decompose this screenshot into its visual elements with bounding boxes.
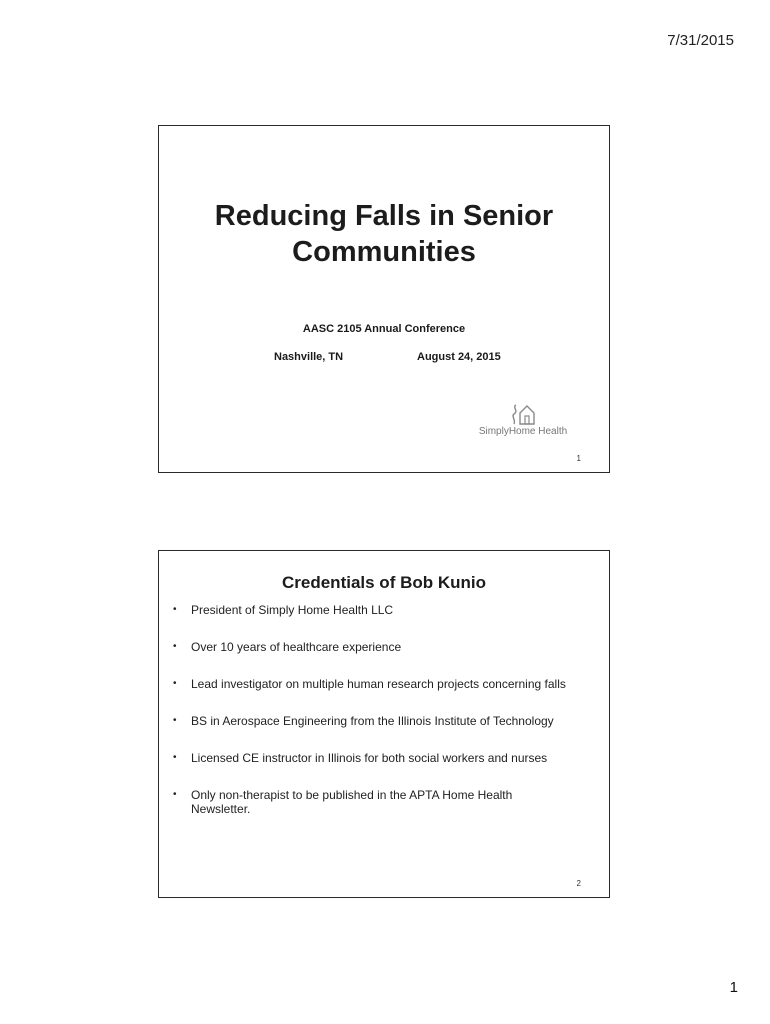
- conference-date: August 24, 2015: [417, 351, 501, 363]
- slide-title: Credentials of Bob Kunio: [282, 573, 486, 592]
- simplyhome-logo: [477, 402, 569, 437]
- bullet-icon: •: [173, 641, 177, 652]
- slide-2: [158, 550, 610, 898]
- list-item: [173, 751, 593, 788]
- list-item: [173, 714, 593, 751]
- bullet-icon: •: [173, 752, 177, 763]
- list-item-text: Only non-therapist to be published in the APTA Home Health Newsletter.: [191, 788, 513, 816]
- list-item: [173, 677, 593, 714]
- conference-name: AASC 2105 Annual Conference: [302, 323, 466, 335]
- list-item: [173, 640, 593, 677]
- slide-number: 1: [576, 454, 581, 463]
- list-item-text: Lead investigator on multiple human research projects concerning falls: [191, 677, 566, 691]
- bullet-icon: •: [173, 678, 177, 689]
- conference-location: Nashville, TN: [274, 351, 344, 363]
- list-item-text: Over 10 years of healthcare experience: [191, 640, 402, 654]
- list-item-text: President of Simply Home Health LLC: [191, 603, 394, 617]
- bullet-icon: •: [173, 789, 177, 800]
- slide-number: 2: [576, 879, 581, 888]
- bullet-icon: •: [173, 715, 177, 726]
- house-logo-icon: [510, 402, 536, 426]
- logo-text: SimplyHome Health: [478, 426, 568, 437]
- list-item-text: Licensed CE instructor in Illinois for both social workers and nurses: [191, 751, 548, 765]
- list-item: [173, 603, 593, 640]
- list-item-text: BS in Aerospace Engineering from the Illinois Institute of Technology: [191, 714, 554, 728]
- list-item: [173, 788, 593, 816]
- bullet-icon: •: [173, 604, 177, 615]
- page-number: 1: [729, 979, 738, 996]
- slide-1: [158, 125, 610, 473]
- slide-title: Reducing Falls in Senior Communities: [214, 200, 554, 268]
- print-date: 7/31/2015: [667, 32, 734, 49]
- credentials-list: [173, 603, 593, 816]
